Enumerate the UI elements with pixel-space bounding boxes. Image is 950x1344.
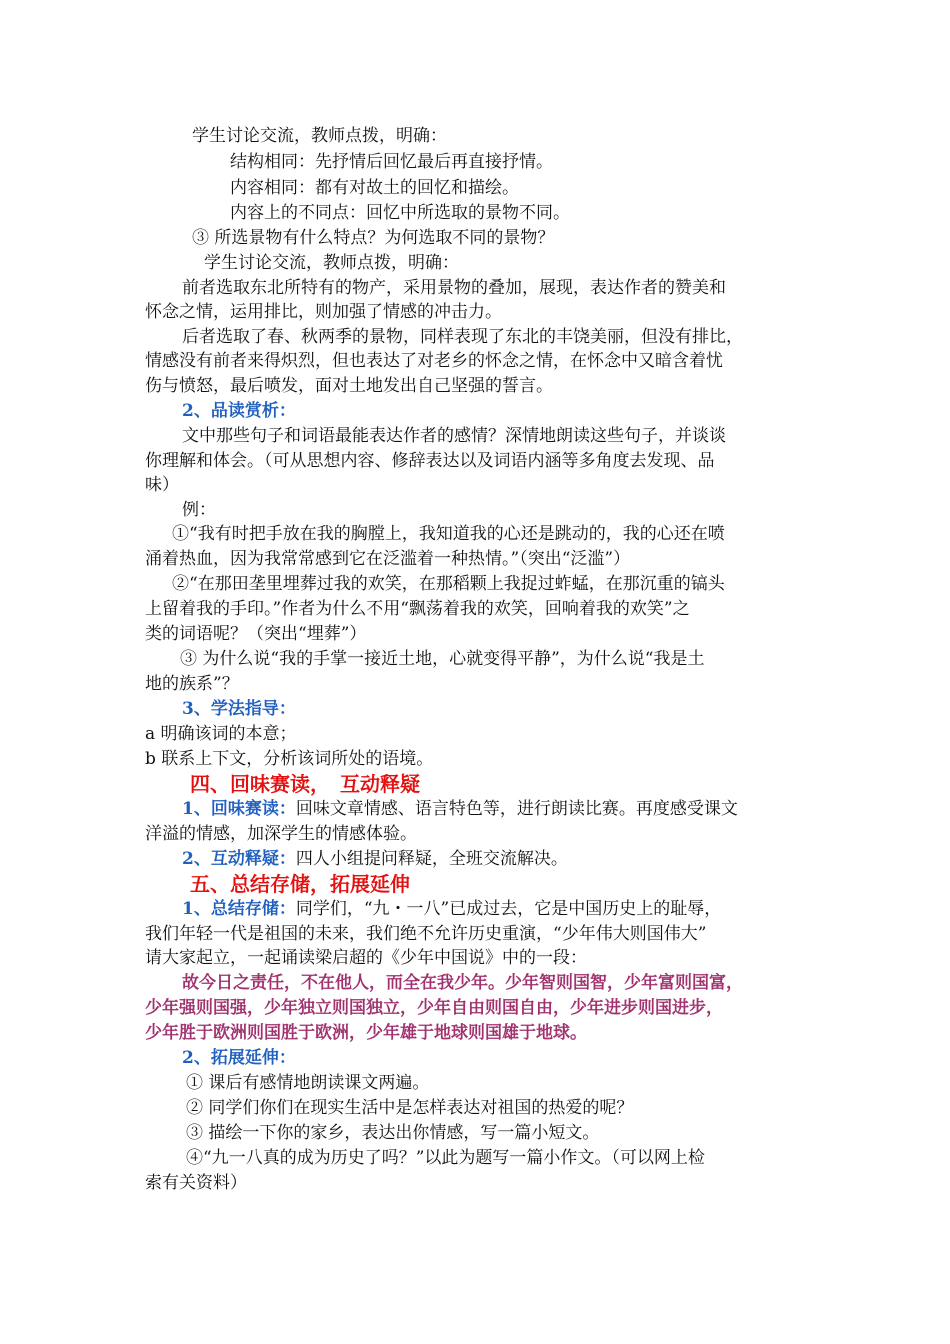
text-line: ②“在那田垄里埋葬过我的欢笑，在那稻颗上我捉过蚱蜢，在那沉重的镐头 (172, 574, 725, 594)
text-line: 请大家起立，一起诵读梁启超的《少年中国说》中的一段： (145, 948, 587, 968)
text-line: 类的词语呢？（突出“埋葬”） (145, 624, 367, 644)
text-line: 学生讨论交流，教师点拨，明确： (204, 253, 459, 273)
text-line: 你理解和体会。（可从思想内容、修辞表达以及词语内涵等多角度去发现、品 (145, 451, 715, 471)
text-line (182, 797, 738, 821)
text-run: 同学们，“九・一八”已成过去，它是中国历史上的耻辱， (295, 899, 722, 919)
text-line: 味） (145, 475, 179, 495)
text-line: ③ 为什么说“我的手掌一接近土地，心就变得平静”，为什么说“我是土 (180, 649, 705, 669)
subheading-hudong: 2、互动释疑： (182, 849, 296, 869)
quote-line: 故今日之责任，不在他人，而全在我少年。少年智则国智，少年富则国富， (182, 973, 743, 993)
text-line: 情感没有前者来得炽烈，但也表达了对老乡的怀念之情，在怀念中又暗含着忧 (145, 351, 723, 371)
text-line: 结构相同：先抒情后回忆最后再直接抒情。 (230, 152, 553, 172)
subheading-tuozhan: 2、拓展延伸： (182, 1048, 296, 1068)
text-line: 我们年轻一代是祖国的未来，我们绝不允许历史重演，“少年伟大则国伟大” (145, 924, 707, 944)
subheading-huiwei: 1、回味赛读： (182, 799, 296, 819)
text-line: 索有关资料） (145, 1173, 247, 1193)
subheading-pindu: 2、品读赏析： (182, 401, 296, 421)
list-item: ③ 描绘一下你的家乡，表达出你情感，写一篇小短文。 (186, 1123, 600, 1143)
text-line: 前者选取东北所特有的物产，采用景物的叠加，展现，表达作者的赞美和 (182, 278, 726, 298)
list-item: ④“九一八真的成为历史了吗？”以此为题写一篇小作文。（可以网上检 (186, 1148, 705, 1168)
text-line: 伤与愤怒，最后喷发，面对土地发出自己坚强的誓言。 (145, 376, 553, 396)
quote-line: 少年胜于欧洲则国胜于欧洲，少年雄于地球则国雄于地球。 (145, 1023, 587, 1043)
subheading-xuefa: 3、学法指导： (182, 699, 296, 719)
section-heading-5: 五、总结存储，拓展延伸 (190, 872, 410, 896)
text-line (182, 847, 568, 871)
text-line: 洋溢的情感，加深学生的情感体验。 (145, 824, 417, 844)
text-line: ①“我有时把手放在我的胸膛上，我知道我的心还是跳动的，我的心还在喷 (172, 524, 725, 544)
quote-line: 少年强则国强，少年独立则国独立，少年自由则国自由，少年进步则国进步， (145, 998, 723, 1018)
text-line: 内容相同：都有对故土的回忆和描绘。 (230, 178, 519, 198)
text-line: 上留着我的手印。”作者为什么不用“飘荡着我的欢笑，回响着我的欢笑”之 (145, 599, 690, 619)
list-item: ② 同学们你们在现实生活中是怎样表达对祖国的热爱的呢？ (186, 1098, 634, 1118)
text-line: 涌着热血，因为我常常感到它在泛滥着一种热情。”（突出“泛滥”） (145, 549, 631, 569)
section-heading-4: 四、回味赛读， 互动释疑 (190, 772, 420, 796)
text-line: b 联系上下文，分析该词所处的语境。 (145, 749, 434, 769)
text-line: 学生讨论交流，教师点拨，明确： (192, 126, 447, 146)
text-line: 文中那些句子和词语最能表达作者的感情？深情地朗读这些句子，并谈谈 (182, 426, 726, 446)
text-line (182, 897, 721, 921)
text-run: 回味文章情感、语言特色等，进行朗读比赛。再度感受课文 (295, 799, 738, 819)
question-line: ③ 所选景物有什么特点？为何选取不同的景物？ (192, 228, 555, 248)
text-line: 内容上的不同点：回忆中所选取的景物不同。 (230, 203, 570, 223)
text-line: 例： (182, 500, 216, 520)
text-run: 四人小组提问释疑，全班交流解决。 (295, 849, 568, 869)
text-line: 后者选取了春、秋两季的景物，同样表现了东北的丰饶美丽，但没有排比， (182, 327, 743, 347)
list-item: ① 课后有感情地朗读课文两遍。 (186, 1073, 430, 1093)
text-line: a 明确该词的本意； (145, 724, 297, 744)
subheading-zongjie: 1、总结存储： (182, 899, 296, 919)
text-line: 地的族系”？ (145, 674, 239, 694)
text-line: 怀念之情，运用排比，则加强了情感的冲击力。 (145, 302, 502, 322)
